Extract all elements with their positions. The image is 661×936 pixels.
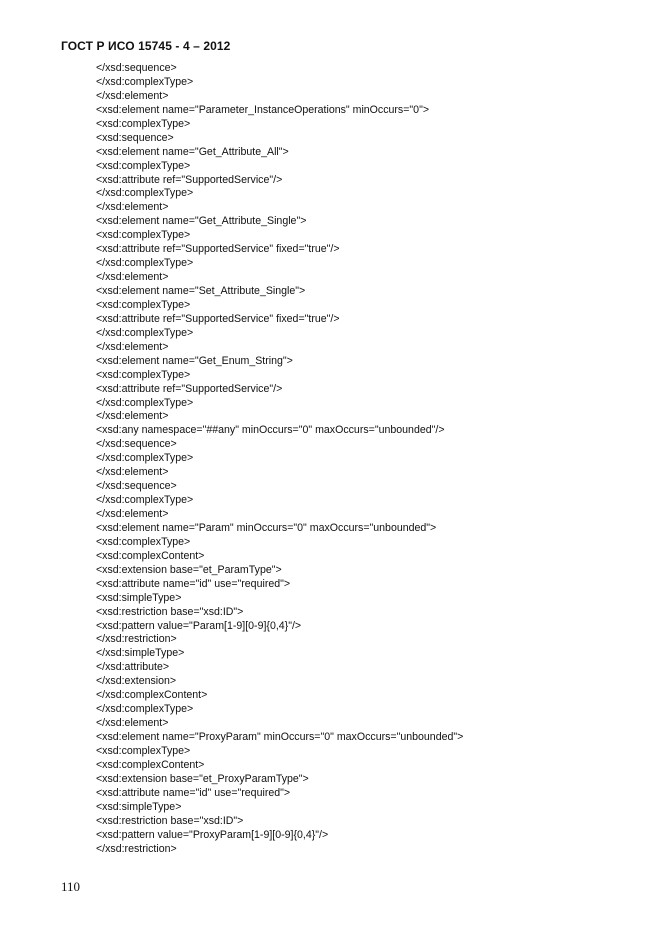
code-line: </xsd:attribute> xyxy=(96,661,170,674)
code-line: </xsd:complexType> xyxy=(96,494,194,507)
code-line: <xsd:complexType> xyxy=(96,117,191,130)
code-line: </xsd:sequence> xyxy=(96,438,177,451)
code-line: <xsd:complexType> xyxy=(96,535,191,548)
code-line: </xsd:restriction> xyxy=(96,633,177,646)
page-number: 110 xyxy=(61,879,81,894)
code-line: <xsd:complexType> xyxy=(96,298,191,311)
code-line: <xsd:pattern value="ProxyParam[1-9][0-9]{0,4}"/> xyxy=(96,828,329,841)
code-line: <xsd:restriction base="xsd:ID"> xyxy=(96,814,244,827)
code-line: </xsd:complexType> xyxy=(96,257,194,270)
code-line: <xsd:attribute ref="SupportedService" fixed="true"/> xyxy=(96,312,340,325)
code-line: <xsd:element name="Get_Attribute_Single"> xyxy=(96,215,307,228)
code-line: <xsd:complexContent> xyxy=(96,549,205,562)
code-line: </xsd:complexType> xyxy=(96,452,194,465)
code-line: </xsd:element> xyxy=(96,508,169,520)
code-line: <xsd:element name="Parameter_InstanceOperations" minOccurs="0"> xyxy=(96,103,430,116)
code-line: <xsd:element name="ProxyParam" minOccurs="0" maxOccurs="unbounded"> xyxy=(96,731,464,743)
code-line: <xsd:sequence> xyxy=(96,131,174,144)
code-line: <xsd:pattern value="Param[1-9][0-9]{0,4}"/> xyxy=(96,619,302,632)
code-line: <xsd:attribute name="id" use="required"> xyxy=(96,577,291,590)
code-line: </xsd:simpleType> xyxy=(96,647,185,660)
code-line: </xsd:element> xyxy=(96,717,169,730)
code-line: </xsd:extension> xyxy=(96,675,177,688)
code-line: <xsd:attribute ref="SupportedService"/> xyxy=(96,173,283,186)
code-line: </xsd:element> xyxy=(96,410,169,423)
code-line: <xsd:attribute ref="SupportedService"/> xyxy=(96,382,283,395)
code-line: <xsd:element name="Set_Attribute_Single"> xyxy=(96,285,306,297)
code-line: <xsd:any namespace="##any" minOccurs="0" maxOccurs="unbounded"/> xyxy=(96,424,445,437)
code-line: <xsd:complexType> xyxy=(96,368,191,381)
code-line: <xsd:attribute name="id" use="required"> xyxy=(96,786,291,799)
code-line: <xsd:complexType> xyxy=(96,229,191,242)
code-line: </xsd:complexContent> xyxy=(96,689,208,702)
code-line: </xsd:element> xyxy=(96,340,169,353)
code-line: <xsd:simpleType> xyxy=(96,800,182,813)
code-line: </xsd:complexType> xyxy=(96,703,194,716)
code-line: </xsd:element> xyxy=(96,271,169,284)
code-line: <xsd:attribute ref="SupportedService" fixed="true"/> xyxy=(96,243,340,256)
code-line: <xsd:complexContent> xyxy=(96,758,205,771)
code-line: </xsd:complexType> xyxy=(96,326,194,339)
code-line: </xsd:complexType> xyxy=(96,396,194,409)
code-line: </xsd:element> xyxy=(96,466,169,479)
code-line: <xsd:restriction base="xsd:ID"> xyxy=(96,605,244,618)
code-line: <xsd:element name="Get_Enum_String"> xyxy=(96,354,293,367)
code-line: <xsd:extension base="et_ParamType"> xyxy=(96,563,282,576)
xsd-code-listing xyxy=(96,62,636,856)
code-line: <xsd:element name="Get_Attribute_All"> xyxy=(96,145,289,158)
code-line: </xsd:complexType> xyxy=(96,75,194,88)
code-line: <xsd:complexType> xyxy=(96,744,191,757)
code-line: </xsd:restriction> xyxy=(96,842,177,855)
code-line: </xsd:complexType> xyxy=(96,187,194,200)
code-line: </xsd:sequence> xyxy=(96,480,177,493)
standard-header: ГОСТ Р ИСО 15745 - 4 – 2012 xyxy=(61,39,231,53)
code-line: </xsd:sequence> xyxy=(96,62,177,74)
code-line: <xsd:extension base="et_ProxyParamType"> xyxy=(96,772,309,785)
code-line: <xsd:element name="Param" minOccurs="0" maxOccurs="unbounded"> xyxy=(96,521,437,534)
code-line: <xsd:simpleType> xyxy=(96,591,182,604)
code-line: </xsd:element> xyxy=(96,201,169,214)
code-line: <xsd:complexType> xyxy=(96,159,191,172)
code-line: </xsd:element> xyxy=(96,89,169,102)
